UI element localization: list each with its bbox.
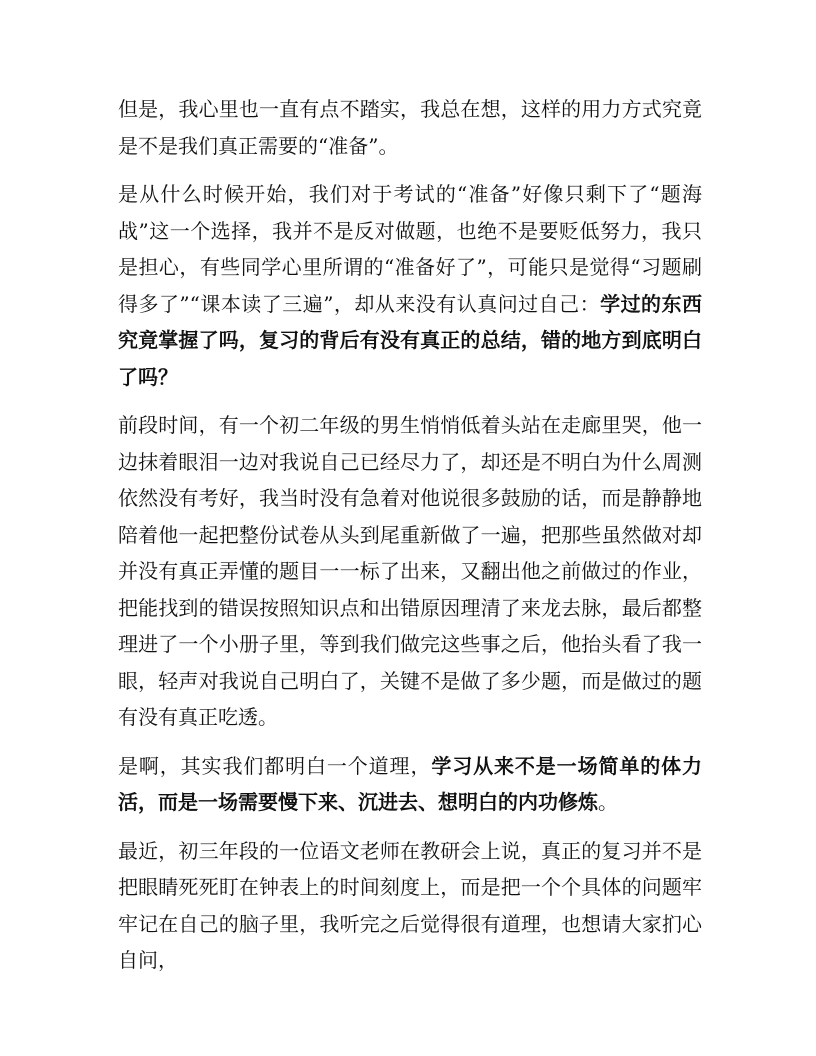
paragraph-2-emphasis: 学过的东西究竟掌握了吗，复习的背后有没有真正的总结，错的地方到底明白了吗？ [118,291,702,389]
paragraph-2 [118,176,702,395]
paragraph-3-text: 前段时间，有一个初二年级的男生悄悄低着头站在走廊里哭，他一边抹着眼泪一边对我说自己已经尽力了，却还是不明白为什么周测依然没有考好，我当时没有急着对他说很多鼓励的话，而是静静地陪着他一起把整份试卷从头到尾重新做了一遍，把那些虽然做对却并没有真正弄懂的题目一一标了出来，又翻出他之前做过的作业，把能找到的错误按照知识点和出错原因理清了来龙去脉，最后都整理进了一个小册子里，等到我们做完这些事之后，他抬头看了我一眼，轻声对我说自己明白了，关键不是做了多少题，而是做过的题有没有真正吃透。 [118,413,702,729]
paragraph-1 [118,91,702,164]
paragraph-4 [118,748,702,821]
paragraph-5 [118,833,702,979]
paragraph-1-text: 但是，我心里也一直有点不踏实，我总在想，这样的用力方式究竟是不是我们真正需要的“准备”。 [118,97,702,158]
document-body [118,91,702,991]
paragraph-4-text: 是啊，其实我们都明白一个道理， [118,753,432,778]
paragraph-4-emphasis: 学习从来不是一场简单的体力活，而是一场需要慢下来、沉进去、想明白的内功修炼 [118,753,703,814]
paragraph-4-ending: 。 [598,790,618,814]
paragraph-3 [118,407,702,736]
paragraph-5-text: 最近，初三年段的一位语文老师在教研会上说，真正的复习并不是把眼睛死死盯在钟表上的时间刻度上，而是把一个个具体的问题牢牢记在自己的脑子里，我听完之后觉得很有道理，也想请大家扪心自问， [118,838,702,972]
paragraph-2-text: 是从什么时候开始，我们对于考试的“准备”好像只剩下了“题海战”这一个选择，我并不是反对做题，也绝不是要贬低努力，我只是担心，有些同学心里所谓的“准备好了”，可能只是觉得“习题刷得多了”“课本读了三遍”，却从来没有认真问过自己： [118,182,702,316]
